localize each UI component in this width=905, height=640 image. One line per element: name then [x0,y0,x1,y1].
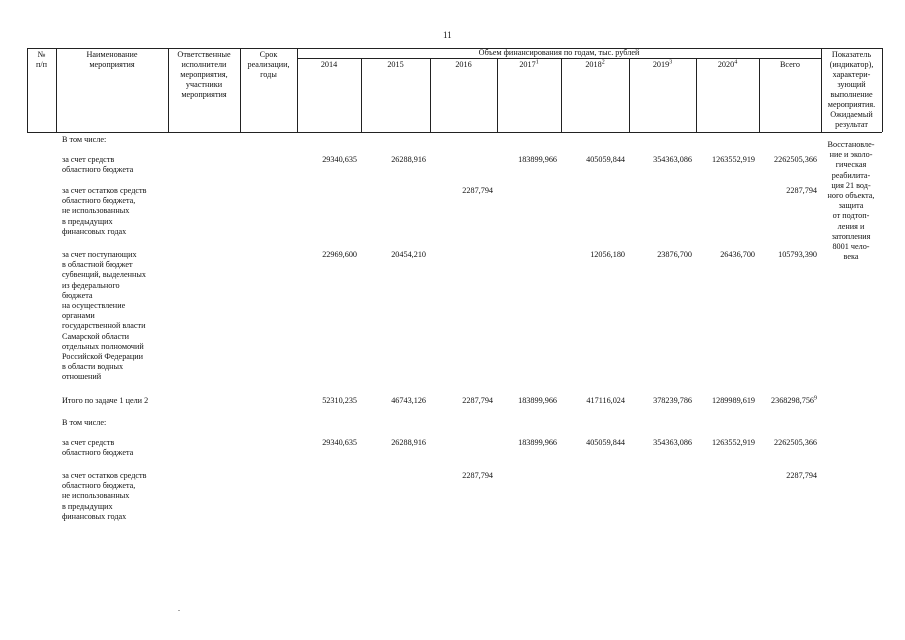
row-value: 2287,794 [462,471,493,480]
row-value: 1289989,619 [712,396,755,405]
row-value: 354363,086 [653,155,692,164]
row-value: 2287,794 [462,186,493,195]
row-value: 2287,794 [786,186,817,195]
row-value: 354363,086 [653,438,692,447]
row-value: 1263552,919 [712,155,755,164]
header-col-funding: Объем финансирования по годам, тыс. рублей [478,48,640,57]
row-value: 183899,966 [518,155,557,164]
row-name: за счет остатков средств областного бюджета, не использованных в предыдущих финансовых годах [62,186,147,236]
header-divider [882,48,883,132]
row-value: 2287,794 [462,396,493,405]
row-name: В том числе: [62,418,107,427]
header-year-6: 2020$^4$ [717,59,738,69]
row-name: за счет средств областного бюджета [62,155,134,175]
row-value: 12056,180 [590,250,625,259]
row-name: Итого по задаче 1 цели 2 [62,396,149,405]
header-col-responsible: Ответственные исполнители мероприятия, участники мероприятия [177,50,231,99]
row-value: 417116,024 [586,396,625,405]
row-name: В том числе: [62,135,107,144]
row-value: 105793,390 [778,250,817,259]
header-year-1: 2015 [387,60,404,69]
header-year-5: 2019$^3$ [652,59,673,69]
row-value: 2287,794 [786,471,817,480]
row-value: 1263552,919 [712,438,755,447]
row-value: 26288,916 [391,438,426,447]
row-name: за счет остатков средств областного бюджета, не использованных в предыдущих финансовых годах [62,471,147,521]
header-bottom-line [27,132,882,133]
row-value: 405059,844 [586,155,625,164]
row-value: 46743,126 [391,396,426,405]
row-name: за счет средств областного бюджета [62,438,134,458]
header-year-2: 2016 [455,60,472,69]
header-year-0: 2014 [320,60,338,69]
row-value: 23876,700 [657,250,692,259]
header-col-name: Наименование мероприятия [86,50,138,69]
header-col-number: № п/п [35,50,48,69]
row-value: 26288,916 [391,155,426,164]
header-year-3: 2017$^1$ [519,59,539,69]
row-value: 22969,600 [322,250,357,259]
row-value: 20454,210 [391,250,426,259]
row-value: 378239,786 [653,396,692,405]
funding-subheader-line [297,58,821,59]
row-value: 2262505,366 [774,438,817,447]
row-value: 26436,700 [720,250,755,259]
row-value: 183899,966 [518,438,557,447]
header-year-4: 2018$^2$ [585,59,605,69]
header-col-indicator: Показатель (индикатор), характери- зующий выполнение мероприятия. Ожидаемый результат [827,50,876,129]
row-value: 2368298,756$^9$ [771,395,817,405]
row-value: 183899,966 [518,396,557,405]
page-number: 11 [443,30,452,40]
row-value: 52310,235 [322,396,357,405]
row-value: 2262505,366 [774,155,817,164]
indicator-expected-result: Восстановле- ние и эколо- гическая реабилита- ция 21 вод- ного объекта, защита от подтоп- ления и затопления 8001 чело- века [827,140,875,262]
header-year-7: Всего [779,60,801,69]
row-value: 405059,844 [586,438,625,447]
row-name: за счет поступающих в областной бюджет субвенций, выделенных из федерального бюджета на осуществление органами государственной власти Самарской области отдельных полномочий Российской Федерации в области водных отношений [62,250,146,382]
row-value: 29340,635 [322,155,357,164]
page-mark: . [178,604,180,613]
row-value: 29340,635 [322,438,357,447]
header-col-term: Срок реализации, годы [247,50,290,79]
